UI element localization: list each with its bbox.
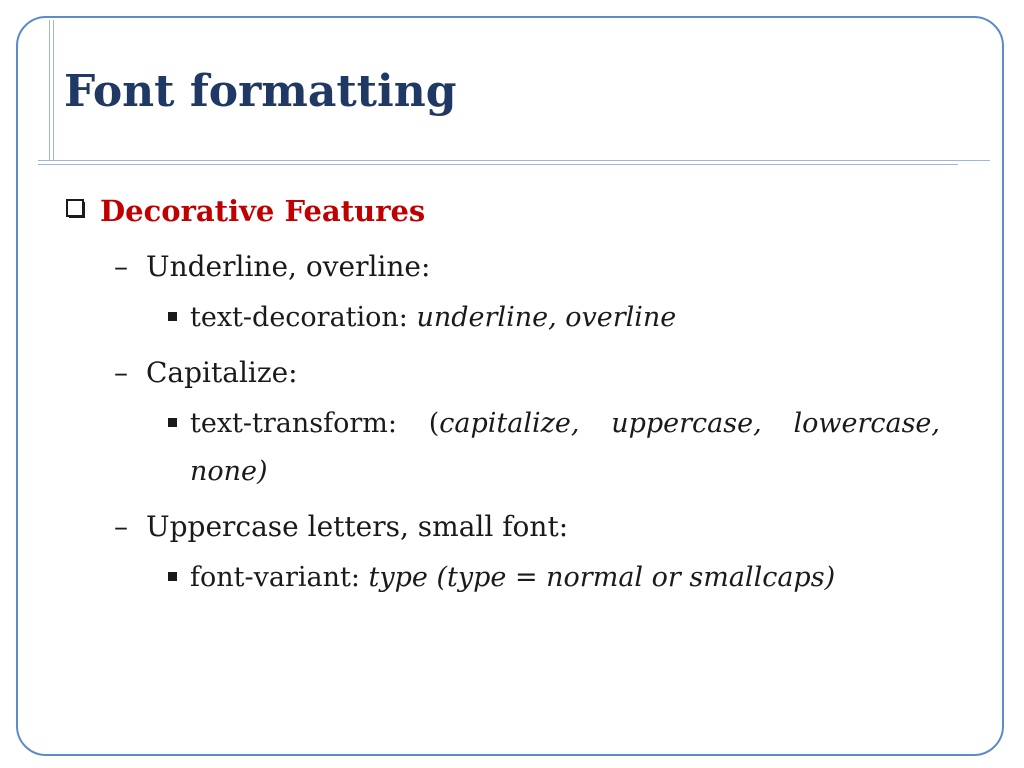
- list-item-label: Underline, overline:: [146, 249, 431, 283]
- sub-list-item: [166, 554, 940, 602]
- list-item: [114, 242, 964, 290]
- sub-item-text: font-variant:: [190, 562, 369, 593]
- title-divider-line: [38, 160, 990, 161]
- decorative-vertical-line: [53, 20, 54, 160]
- section-heading: [64, 186, 964, 236]
- dash-bullet: –: [114, 509, 128, 543]
- list-item-label: Uppercase letters, small font:: [146, 509, 569, 543]
- decorative-vertical-line: [49, 20, 50, 160]
- section-heading-label: Decorative Features: [100, 194, 426, 228]
- square-bullet-icon: [168, 312, 177, 321]
- dash-bullet: –: [114, 249, 128, 283]
- square-bullet-icon: [168, 418, 177, 427]
- list-item-label: Capitalize:: [146, 355, 298, 389]
- slide-content: [64, 186, 964, 602]
- checkbox-icon: [64, 197, 92, 225]
- dash-bullet: –: [114, 355, 128, 389]
- sub-list-item: [166, 294, 940, 342]
- list-item: [114, 502, 964, 550]
- sub-list-item: [166, 400, 940, 496]
- title-divider-line: [38, 164, 958, 165]
- list-item: [114, 348, 964, 396]
- sub-item-italic: type (type = normal or smallcaps): [368, 562, 836, 593]
- sub-item-italic: capitalize, uppercase, lowercase, none): [190, 408, 940, 487]
- sub-item-text: text-transform: (: [190, 408, 440, 439]
- page-title: Font formatting: [64, 66, 457, 117]
- sub-item-italic: underline, overline: [416, 302, 677, 333]
- sub-item-text: text-decoration:: [190, 302, 417, 333]
- square-bullet-icon: [168, 572, 177, 581]
